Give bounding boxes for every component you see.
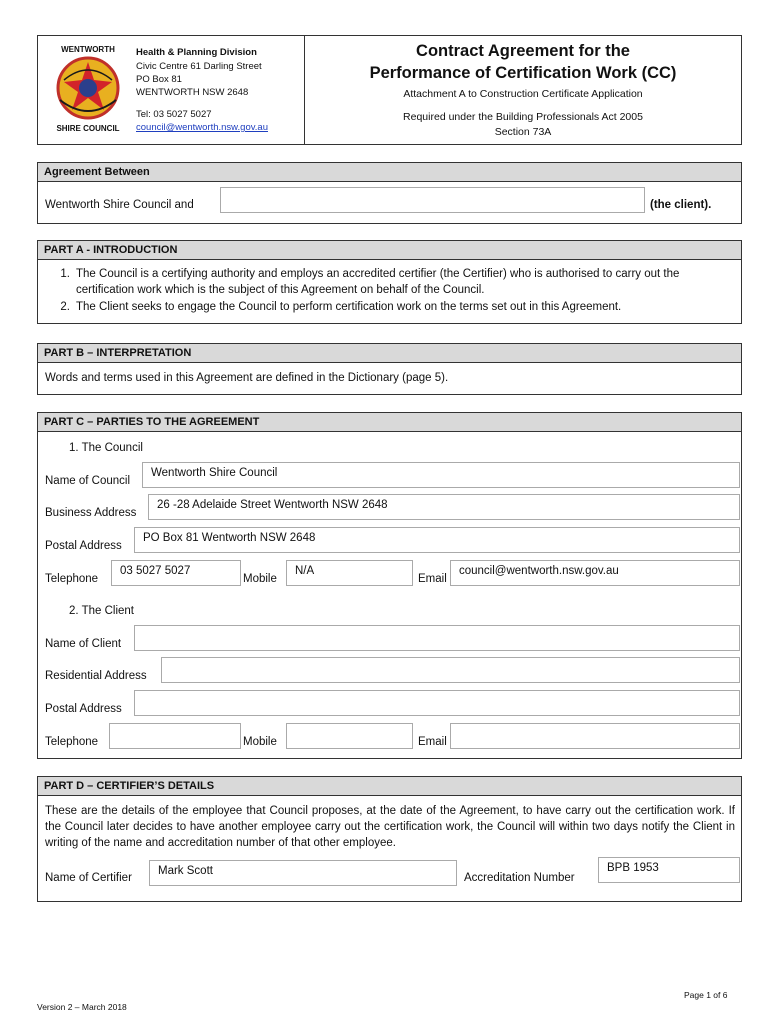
title-line2: Performance of Certification Work (CC) bbox=[369, 64, 677, 82]
email-link[interactable]: council@wentworth.nsw.gov.au bbox=[136, 122, 268, 133]
part-a-item-2: 2. The Client seeks to engage the Council to perform certification work on the terms set out in this Agreement. bbox=[60, 301, 622, 313]
postal-address-field[interactable]: PO Box 81 Wentworth NSW 2648 bbox=[134, 527, 740, 553]
address-line2: PO Box 81 bbox=[136, 74, 182, 85]
client-name-field[interactable] bbox=[134, 625, 740, 651]
part-b-section bbox=[37, 343, 742, 395]
mobile-field[interactable]: N/A bbox=[286, 560, 413, 586]
email-label: Email bbox=[418, 573, 447, 585]
client-name-agreement-field[interactable] bbox=[220, 187, 645, 213]
postal-address-label: Postal Address bbox=[45, 540, 122, 552]
required-line1: Required under the Building Professionals Act 2005 bbox=[403, 111, 643, 123]
part-b-heading: PART B – INTERPRETATION bbox=[38, 344, 741, 363]
part-c-section bbox=[37, 412, 742, 759]
part-a-heading: PART A - INTRODUCTION bbox=[38, 241, 741, 260]
part-b-text: Words and terms used in this Agreement are defined in the Dictionary (page 5). bbox=[45, 372, 449, 384]
mobile-label: Mobile bbox=[243, 573, 277, 585]
agreement-prefix: Wentworth Shire Council and bbox=[45, 199, 194, 211]
council-subheading: 1. The Council bbox=[69, 442, 143, 454]
part-c-heading: PART C – PARTIES TO THE AGREEMENT bbox=[38, 413, 741, 432]
client-subheading: 2. The Client bbox=[69, 605, 134, 617]
residential-address-field[interactable] bbox=[161, 657, 740, 683]
client-postal-address-field[interactable] bbox=[134, 690, 740, 716]
business-address-field[interactable]: 26 -28 Adelaide Street Wentworth NSW 2648 bbox=[148, 494, 740, 520]
address-line3: WENTWORTH NSW 2648 bbox=[136, 87, 249, 98]
client-email-label: Email bbox=[418, 736, 447, 748]
council-logo-icon bbox=[46, 40, 131, 135]
accreditation-number-label: Accreditation Number bbox=[464, 872, 575, 884]
tel-line: Tel: 03 5027 5027 bbox=[136, 109, 212, 120]
certifier-name-field[interactable]: Mark Scott bbox=[149, 860, 457, 886]
logo-text-bottom: SHIRE COUNCIL bbox=[56, 124, 120, 133]
email-field[interactable]: council@wentworth.nsw.gov.au bbox=[450, 560, 740, 586]
certifier-name-label: Name of Certifier bbox=[45, 872, 132, 884]
client-email-field[interactable] bbox=[450, 723, 740, 749]
part-d-section bbox=[37, 776, 742, 902]
logo-text-top: WENTWORTH bbox=[61, 45, 115, 54]
agreement-suffix: (the client). bbox=[650, 199, 712, 211]
logo bbox=[46, 40, 131, 135]
part-d-text: These are the details of the employee that Council proposes, at the date of the Agreement, to have carry out the certification work. If the Council later decides to have another employee carry out the certification work, the Council will within two days notify the Client in writing of the name and accreditation number of that other employee. bbox=[45, 805, 735, 849]
accreditation-number-field[interactable]: BPB 1953 bbox=[598, 857, 740, 883]
title-line1: Contract Agreement for the bbox=[416, 42, 630, 60]
client-name-label: Name of Client bbox=[45, 638, 122, 650]
client-postal-address-label: Postal Address bbox=[45, 703, 122, 715]
subtitle: Attachment A to Construction Certificate Application bbox=[403, 88, 643, 100]
telephone-label: Telephone bbox=[45, 573, 99, 585]
part-a-section bbox=[37, 240, 742, 324]
header-box bbox=[37, 35, 742, 145]
telephone-field[interactable]: 03 5027 5027 bbox=[111, 560, 241, 586]
client-mobile-label: Mobile bbox=[243, 736, 277, 748]
council-name-field[interactable]: Wentworth Shire Council bbox=[142, 462, 740, 488]
agreement-section bbox=[37, 162, 742, 224]
client-telephone-label: Telephone bbox=[45, 736, 99, 748]
business-address-label: Business Address bbox=[45, 507, 137, 519]
residential-address-label: Residential Address bbox=[45, 670, 147, 682]
council-name-label: Name of Council bbox=[45, 475, 131, 487]
part-a-item-1: 1. The Council is a certifying authority and employs an accredited certifier (the Certifier) who is authorised to carry out the certification work which is the subject of this Agreement on behalf of the Council. bbox=[60, 268, 680, 296]
footer-version: Version 2 – March 2018 bbox=[37, 1002, 127, 1012]
part-d-heading: PART D – CERTIFIER’S DETAILS bbox=[38, 777, 741, 796]
footer-page-number: Page 1 of 6 bbox=[684, 990, 728, 1000]
agreement-heading: Agreement Between bbox=[38, 163, 741, 182]
client-mobile-field[interactable] bbox=[286, 723, 413, 749]
division-name: Health & Planning Division bbox=[136, 47, 257, 58]
client-telephone-field[interactable] bbox=[109, 723, 241, 749]
required-line2: Section 73A bbox=[494, 126, 552, 138]
address-line1: Civic Centre 61 Darling Street bbox=[136, 61, 262, 72]
